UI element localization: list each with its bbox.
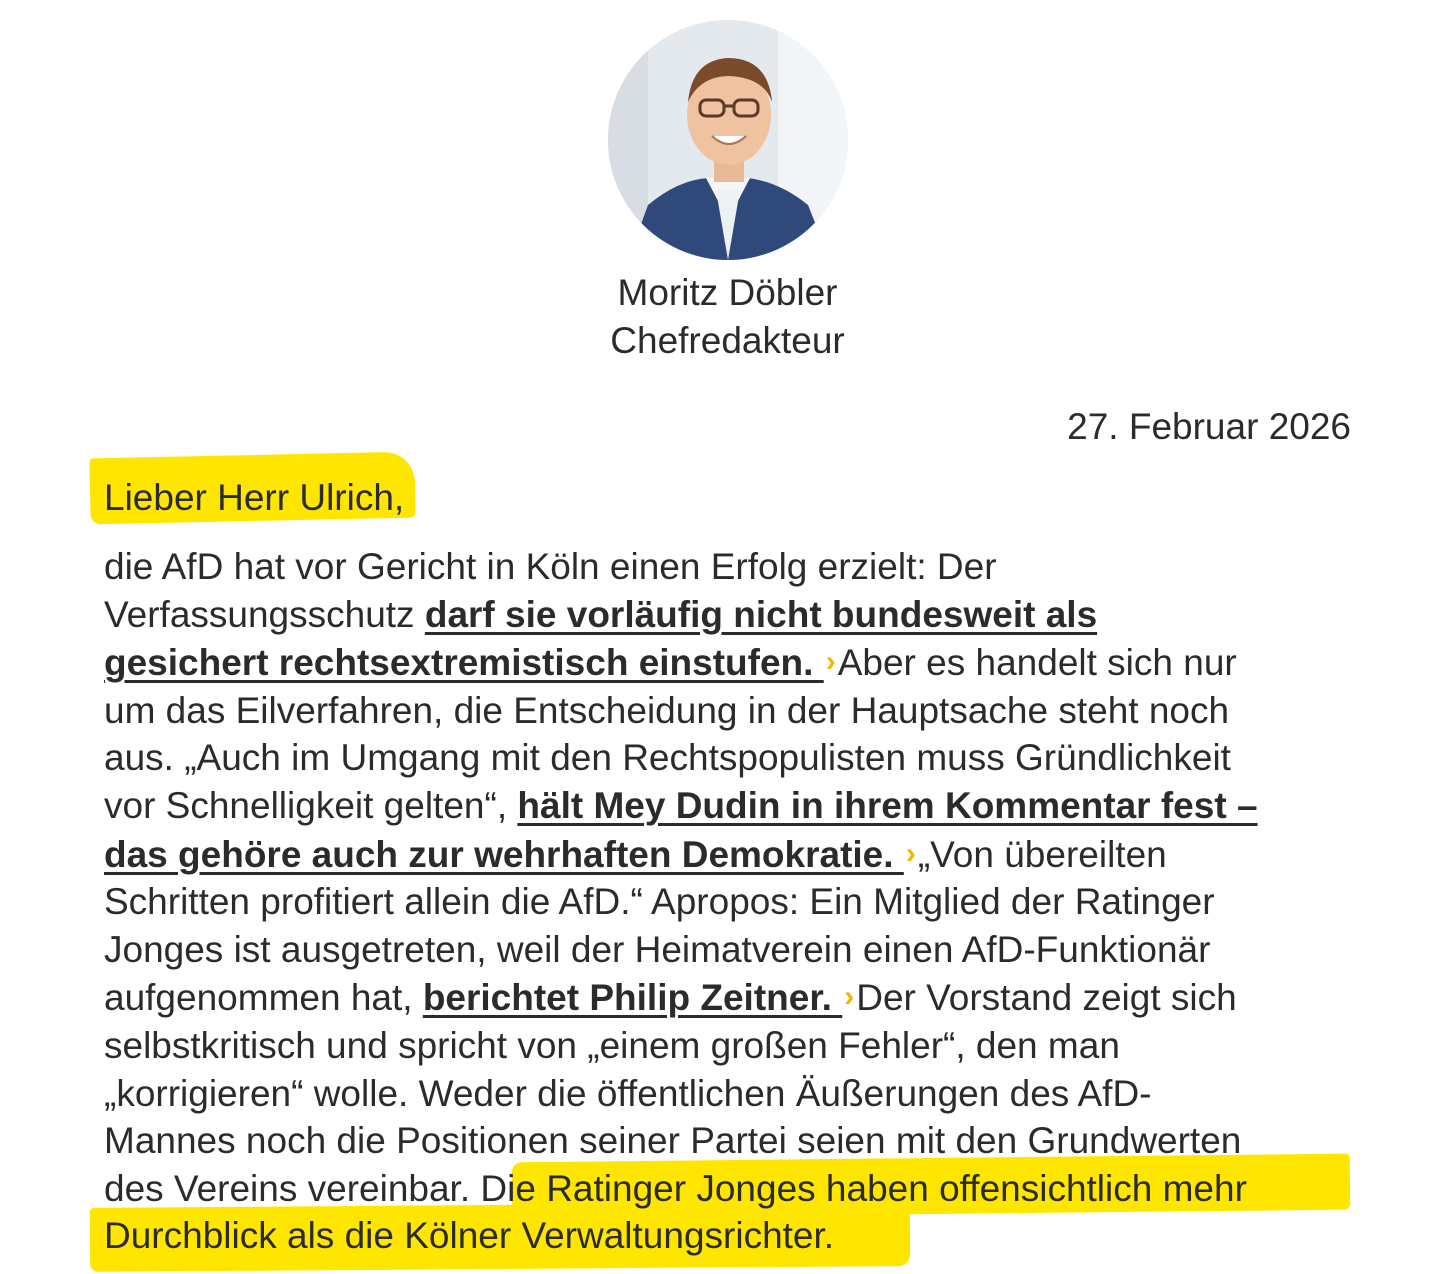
body-line: selbstkritisch und spricht von „einem großen Fehler“, den man: [104, 1024, 1120, 1066]
author-name: Moritz Döbler: [617, 272, 838, 313]
body-line: die AfD hat vor Gericht in Köln einen Erfolg erzielt: Der: [104, 546, 997, 587]
body-text-segment: aufgenommen hat,: [104, 977, 423, 1019]
body-line: Mannes noch die Positionen seiner Partei seien mit den Grundwerten: [104, 1120, 1242, 1162]
article-link-verfassungsschutz[interactable]: darf sie vorläufig nicht bundesweit als: [424, 593, 1098, 635]
body-text-segment: Der Vorstand zeigt sich: [856, 977, 1237, 1019]
chevron-right-icon[interactable]: ›: [905, 836, 916, 870]
body-line: [104, 782, 1364, 830]
greeting: [104, 474, 404, 522]
body-text-segment: Verfassungsschutz: [104, 593, 425, 635]
body-line: [104, 591, 1364, 639]
body-line: [104, 638, 1364, 687]
body-line: [104, 1212, 1364, 1260]
letter-date: 27. Februar 2026: [1067, 406, 1351, 447]
greeting-comma: ,: [393, 477, 405, 518]
chevron-right-icon[interactable]: ›: [844, 980, 855, 1014]
body-line: [104, 830, 1364, 879]
article-link-zeitner[interactable]: berichtet Philip Zeitner.: [422, 977, 843, 1019]
body-line: [104, 973, 1364, 1022]
author-title: Chefredakteur: [610, 320, 845, 361]
body-text-segment: vor Schnelligkeit gelten“,: [104, 784, 518, 826]
body-text-segment: des Vereins vereinbar.: [104, 1167, 481, 1209]
body-line: aus. „Auch im Umgang mit den Rechtspopulisten muss Gründlichkeit: [104, 737, 1231, 779]
author-photo-illustration: [608, 20, 848, 260]
letter-body: [104, 543, 1364, 1260]
highlighted-text: Die Ratinger Jonges haben offensichtlich mehr: [480, 1167, 1247, 1209]
highlighted-text: Durchblick als die Kölner Verwaltungsrichter.: [104, 1215, 835, 1257]
article-link-verfassungsschutz-cont[interactable]: gesichert rechtsextremistisch einstufen.: [104, 642, 824, 684]
article-link-kommentar[interactable]: hält Mey Dudin in ihrem Kommentar fest –: [517, 784, 1258, 826]
body-line: um das Eilverfahren, die Entscheidung in der Hauptsache steht noch: [104, 689, 1230, 731]
author-photo: [608, 20, 848, 260]
greeting-name: Lieber Herr Ulrich: [104, 477, 394, 518]
chevron-right-icon[interactable]: ›: [825, 645, 836, 679]
body-line: Jonges ist ausgetreten, weil der Heimatverein einen AfD-Funktionär: [104, 928, 1211, 970]
article-link-kommentar-cont[interactable]: das gehöre auch zur wehrhaften Demokratie.: [104, 833, 904, 875]
body-line: „korrigieren“ wolle. Weder die öffentlichen Äußerungen des AfD-: [104, 1072, 1152, 1114]
body-line: Schritten profitiert allein die AfD.“ Apropos: Ein Mitglied der Ratinger: [104, 881, 1215, 923]
body-text-segment: Aber es handelt sich nur: [837, 642, 1237, 684]
body-line: [104, 1165, 1364, 1213]
body-text-segment: „Von übereilten: [917, 833, 1167, 875]
